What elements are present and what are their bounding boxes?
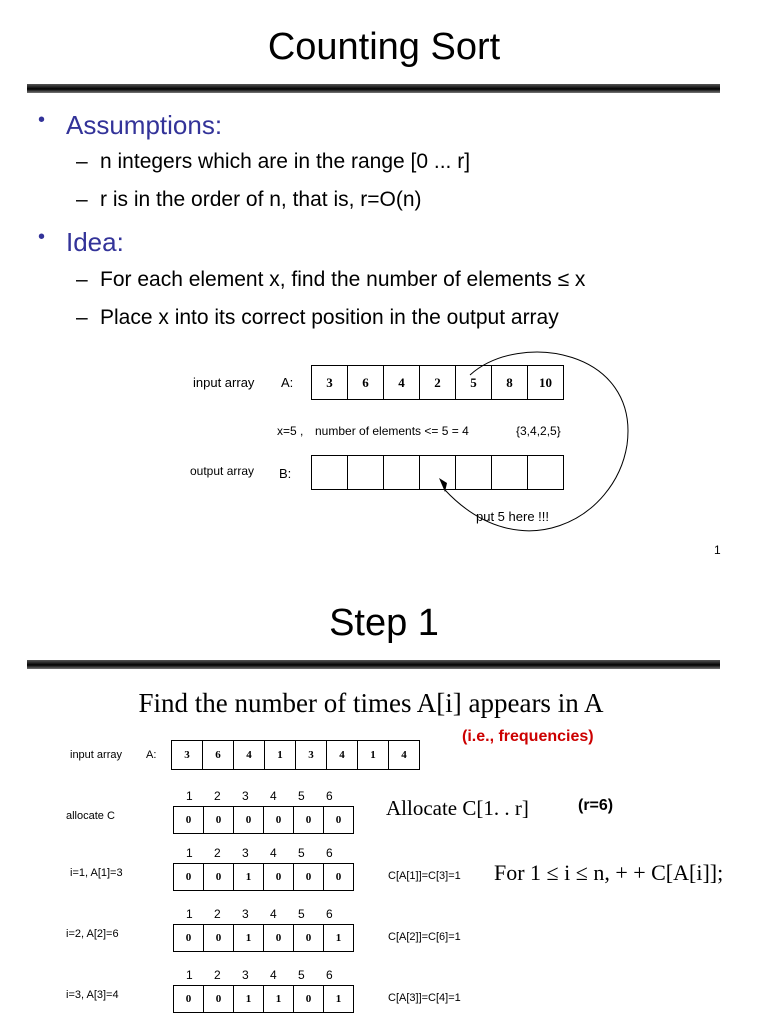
array-cell: 0 [173, 806, 204, 834]
array-cell: 3 [171, 740, 203, 770]
row-note: C[A[2]]=C[6]=1 [388, 931, 461, 943]
array-cell: 0 [203, 985, 234, 1013]
count-array [174, 924, 354, 952]
array-cell: 4 [233, 740, 265, 770]
index-label: 2 [214, 907, 221, 921]
bullet-dot-icon: • [38, 226, 46, 248]
bullet-dot-icon: • [38, 109, 46, 131]
dash-icon: – [76, 188, 88, 211]
index-label: 4 [270, 968, 277, 982]
input-array-label: input array [70, 749, 122, 761]
dash-icon: – [76, 268, 88, 291]
index-label: 2 [214, 968, 221, 982]
array-cell: 0 [233, 806, 264, 834]
row-label: allocate C [66, 810, 115, 822]
index-label: 5 [298, 907, 305, 921]
row-label: i=1, A[1]=3 [70, 867, 123, 879]
array-cell: 5 [455, 365, 492, 400]
array-cell: 1 [357, 740, 389, 770]
index-label: 1 [186, 907, 193, 921]
array-cell: 0 [293, 806, 324, 834]
array-cell: 4 [383, 365, 420, 400]
array-cell: 0 [173, 863, 204, 891]
array-cell: 3 [311, 365, 348, 400]
array-cell: 6 [347, 365, 384, 400]
index-label: 5 [298, 846, 305, 860]
dash-icon: – [76, 150, 88, 173]
array-cell: 3 [295, 740, 327, 770]
index-label: 6 [326, 907, 333, 921]
index-label: 5 [298, 789, 305, 803]
row-note: C[A[1]]=C[3]=1 [388, 870, 461, 882]
input-array [172, 740, 420, 770]
index-label: 4 [270, 789, 277, 803]
array-cell: 0 [293, 985, 324, 1013]
frequencies-note: (i.e., frequencies) [462, 728, 594, 745]
array-cell: 2 [419, 365, 456, 400]
index-label: 1 [186, 968, 193, 982]
index-label: 2 [214, 846, 221, 860]
index-label: 3 [242, 846, 249, 860]
sub-point-text: r is in the order of n, that is, r=O(n) [100, 188, 422, 211]
count-text: number of elements <= 5 = 4 [315, 424, 469, 438]
output-array-label: output array [190, 464, 255, 478]
count-array [174, 863, 354, 891]
index-label: 3 [242, 907, 249, 921]
step-heading: Find the number of times A[i] appears in A [138, 688, 604, 718]
dash-icon: – [76, 306, 88, 329]
array-cell: 1 [233, 924, 264, 952]
array-cell: 0 [263, 924, 294, 952]
index-label: 6 [326, 968, 333, 982]
row-label: i=3, A[3]=4 [66, 989, 119, 1001]
index-label: 4 [270, 907, 277, 921]
index-label: 3 [242, 789, 249, 803]
array-cell: 0 [323, 863, 354, 891]
array-cell: 0 [263, 806, 294, 834]
array-cell: 0 [293, 924, 324, 952]
index-label: 3 [242, 968, 249, 982]
allocate-text: Allocate C[1. . r] [386, 796, 529, 820]
for-loop-text: For 1 ≤ i ≤ n, + + C[A[i]]; [494, 860, 724, 885]
input-array-name: A: [281, 375, 294, 390]
index-label: 1 [186, 846, 193, 860]
array-cell: 10 [527, 365, 564, 400]
row-label: i=2, A[2]=6 [66, 928, 119, 940]
title-rule [27, 660, 720, 669]
input-array-label: input array [193, 375, 255, 390]
array-cell: 0 [323, 806, 354, 834]
index-label: 4 [270, 846, 277, 860]
count-array [174, 985, 354, 1013]
array-cell: 4 [326, 740, 358, 770]
output-array-name: B: [279, 466, 292, 481]
sub-point-text: For each element x, find the number of elements ≤ x [100, 268, 586, 291]
bullet-label: Assumptions: [66, 110, 223, 140]
index-label: 1 [186, 789, 193, 803]
bullet-label: Idea: [66, 227, 124, 257]
page-number: 1 [714, 543, 721, 557]
array-cell: 1 [323, 985, 354, 1013]
array-cell: 0 [203, 924, 234, 952]
r-note: (r=6) [578, 797, 614, 814]
index-label: 5 [298, 968, 305, 982]
index-label: 6 [326, 789, 333, 803]
array-cell: 0 [293, 863, 324, 891]
index-label: 2 [214, 789, 221, 803]
array-cell: 0 [203, 806, 234, 834]
set-text: {3,4,2,5} [516, 424, 561, 438]
row-note: C[A[3]]=C[4]=1 [388, 992, 461, 1004]
slide2-title: Step 1 [329, 602, 439, 644]
array-cell: 0 [173, 985, 204, 1013]
count-array [174, 806, 354, 834]
array-cell: 1 [233, 863, 264, 891]
sub-point-text: Place x into its correct position in the output array [100, 306, 559, 329]
array-cell: 6 [202, 740, 234, 770]
x-label: x=5 , [277, 424, 304, 438]
sub-point-text: n integers which are in the range [0 ... r] [100, 150, 471, 173]
array-cell: 1 [263, 985, 294, 1013]
array-cell: 1 [323, 924, 354, 952]
array-cell: 4 [388, 740, 420, 770]
array-cell: 1 [264, 740, 296, 770]
array-cell: 0 [263, 863, 294, 891]
put-here-text: put 5 here !!! [476, 509, 549, 524]
array-cell: 0 [203, 863, 234, 891]
array-cell: 1 [233, 985, 264, 1013]
slide1-title: Counting Sort [267, 26, 501, 68]
input-array-name: A: [146, 749, 157, 761]
array-cell: 8 [491, 365, 528, 400]
array-cell: 0 [173, 924, 204, 952]
index-label: 6 [326, 846, 333, 860]
